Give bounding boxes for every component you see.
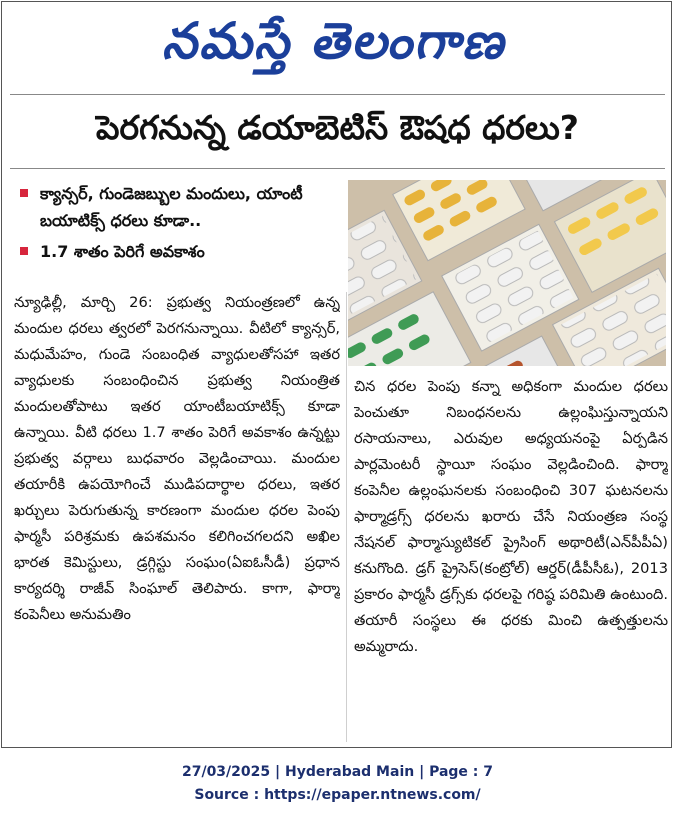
- column-separator: [346, 292, 347, 742]
- pills-photo: [348, 180, 666, 366]
- summary-bullet-text: 1.7 శాతం పెరిగే అవకాశం: [40, 242, 205, 261]
- summary-bullet: [14, 238, 339, 265]
- newspaper-masthead: నమస్తే తెలంగాణ: [159, 12, 516, 70]
- summary-bullets: [14, 180, 339, 269]
- pill-blister-packs-image: [348, 180, 666, 366]
- footer-source-link[interactable]: Source : https://epaper.ntnews.com/: [194, 787, 481, 803]
- article-body-right-column: చిన ధరల పెంపు కన్నా అధికంగా మందుల ధరలు పెంచుతూ నిబంధనలను ఉల్లంఘిస్తున్నాయని రసాయనాలు, ఎరువుల అధ్యయనంపై ఏర్పడిన పార్లమెంటరీ స్థాయీ సంఘం వెల్లడించింది. ఫార్మా కంపెనీల ఉల్లంఘనలకు సంబంధించి 307 ఘటనలను ఫార్మాడ్రగ్స్ ధరలను ఖరారు చేసే నియంత్రణ సంస్థ నేషనల్ ఫార్మాస్యుటికల్ ప్రైసింగ్ అథారిటీ(ఎన్‌పీపీఏ) కనుగొంది. డ్రగ్ ప్రైసెస్(కంట్రోల్) ఆర్డర్(డీపీసీఓ), 2013 ప్రకారం ఫార్మసీ డ్రగ్స్‌కు ధరలపై గరిష్ఠ పరిమితి ఉంటుంది. తయారీ సంస్థలు ఈ ధరకు మించి ఉత్పత్తులను అమ్మరాదు.: [354, 378, 668, 655]
- article-headline: పెరగనున్న డయాబెటిస్ ఔషధ ధరలు?: [96, 108, 579, 147]
- bullet-square-icon: [20, 247, 28, 255]
- article-body-left-column: న్యూఢిల్లీ, మార్చి 26: ప్రభుత్వ నియంత్రణలో ఉన్న మందుల ధరలు త్వరలో పెరగనున్నాయి. వీటిలో క్యాన్సర్, మధుమేహం, గుండె సంబంధిత వ్యాధులతోసహా ఇతర వ్యాధులకు సంబంధించిన ప్రభుత్వ నియంత్రిత మందులతోపాటు ఇతర యాంటీబయాటిక్స్ కూడా ఉన్నాయి. వీటి ధరలు 1.7 శాతం పెరిగే అవకాశం ఉన్నట్టు ప్రభుత్వ వర్గాలు బుధవారం వెల్లడించాయి. మందుల తయారీకి ఉపయోగించే ముడిపదార్థాల ధరలు, ఇతర ఖర్చులు పెరుగుతున్న కారణంగా మందుల ధరల పెంపు ఫార్మసీ పరిశ్రమకు ఉపశమనం కలిగించగలదని అఖిల భారత కెమిస్టులు, డ్రగ్గిస్టు సంఘం(ఏఐఓసీడీ) ప్రధాన కార్యదర్శి రాజీవ్ సింఘాల్ తెలిపారు. కాగా, ఫార్మా కంపెనీలు అనుమతిం: [14, 294, 340, 623]
- bullet-square-icon: [20, 189, 28, 197]
- clipping-frame: [1, 1, 672, 748]
- summary-bullet: [14, 180, 339, 234]
- summary-bullet-text: క్యాన్సర్, గుండెజబ్బుల మందులు, యాంటీ బయాటిక్స్ ధరలు కూడా..: [40, 184, 303, 230]
- footer-edition-info: 27/03/2025 | Hyderabad Main | Page : 7: [181, 764, 494, 780]
- headline-divider: [10, 168, 665, 169]
- masthead-divider: [10, 94, 665, 95]
